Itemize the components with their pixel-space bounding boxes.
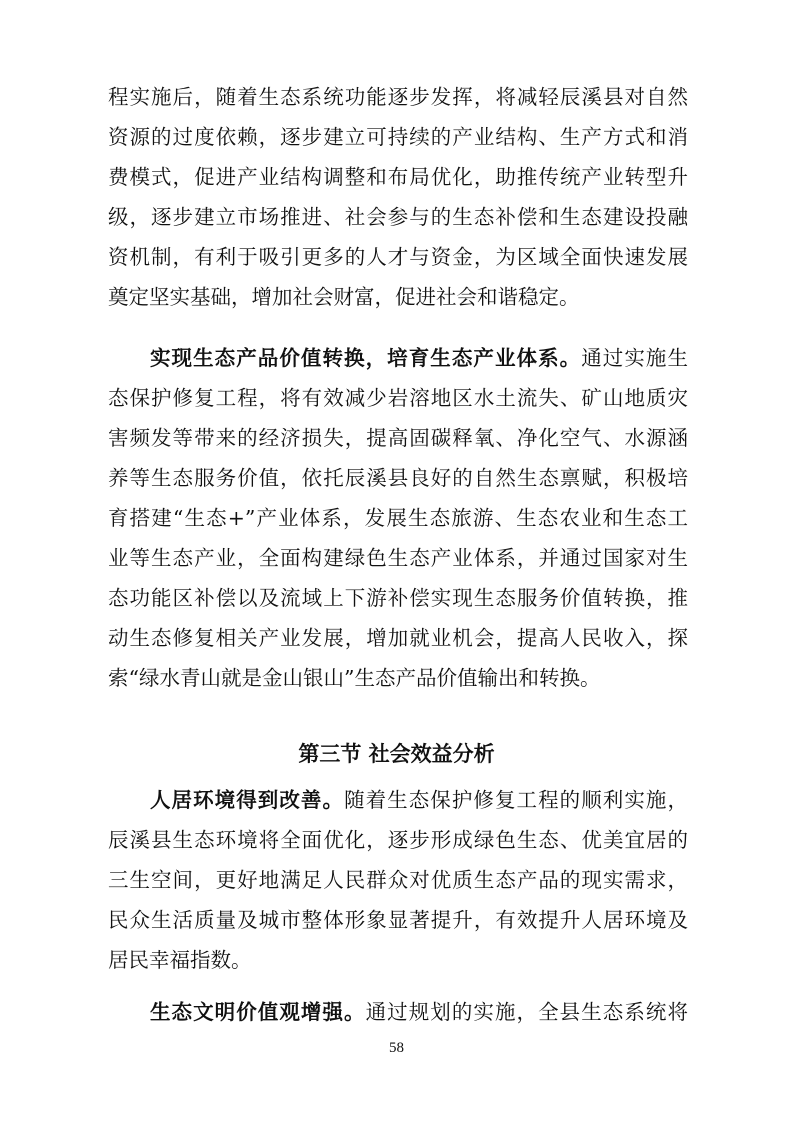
text-run: 通过实施生 [581, 346, 688, 370]
section-heading: 第三节 社会效益分析 [298, 741, 495, 766]
text-line: 辰溪县生态环境将全面优化，逐步形成绿色生态、优美宜居的 [108, 828, 688, 852]
text-line [108, 780, 688, 820]
text-line: 三生空间，更好地满足人民群众对优质生态产品的现实需求， [108, 868, 688, 892]
text-line: 级，逐步建立市场推进、社会参与的生态补偿和生态建设投融 [108, 205, 688, 229]
text-line: 民众生活质量及城市整体形象显著提升，有效提升人居环境及 [108, 908, 688, 932]
paragraph-living-environment [108, 780, 688, 980]
text-line: 程实施后，随着生态系统功能逐步发挥，将减轻辰溪县对自然 [108, 85, 688, 109]
text-run: 通过规划的实施，全县生态系统将 [365, 1000, 688, 1024]
text-line: 业等生态产业，全面构建绿色生态产业体系，并通过国家对生 [108, 546, 688, 570]
text-line [108, 338, 688, 378]
text-line: 态保护修复工程，将有效减少岩溶地区水土流失、矿山地质灾 [108, 386, 688, 410]
text-line: 害频发等带来的经济损失，提高固碳释氧、净化空气、水源涵 [108, 426, 688, 450]
text-line: 养等生态服务价值，依托辰溪县良好的自然生态禀赋，积极培 [108, 466, 688, 490]
text-line: 居民幸福指数。 [108, 948, 252, 972]
paragraph-lead-heading: 生态文明价值观增强。 [150, 1000, 366, 1024]
text-line: 费模式，促进产业结构调整和布局优化，助推传统产业转型升 [108, 165, 688, 189]
text-line: 育搭建“生态+”产业体系，发展生态旅游、生态农业和生态工 [108, 506, 688, 530]
text-line: 态功能区补偿以及流域上下游补偿实现生态服务价值转换，推 [108, 586, 688, 610]
paragraph-lead-heading: 人居环境得到改善。 [150, 788, 345, 812]
text-line: 索“绿水青山就是金山银山”生态产品价值输出和转换。 [108, 666, 601, 690]
text-line: 奠定坚实基础，增加社会财富，促进社会和谐稳定。 [108, 285, 580, 309]
page-number: 58 [389, 1040, 404, 1056]
paragraph-ecological-civilization [108, 992, 688, 1032]
paragraph-lead-heading: 实现生态产品价值转换，培育生态产业体系。 [150, 346, 582, 370]
text-run: 随着生态保护修复工程的顺利实施， [344, 788, 688, 812]
text-line: 资机制，有利于吸引更多的人才与资金，为区域全面快速发展 [108, 245, 688, 269]
text-line: 资源的过度依赖，逐步建立可持续的产业结构、生产方式和消 [108, 125, 688, 149]
paragraph-ecological-product-value [108, 338, 688, 698]
text-line [108, 992, 688, 1032]
text-line: 动生态修复相关产业发展，增加就业机会，提高人民收入，探 [108, 626, 688, 650]
paragraph-economic-benefit-continued [108, 77, 688, 317]
